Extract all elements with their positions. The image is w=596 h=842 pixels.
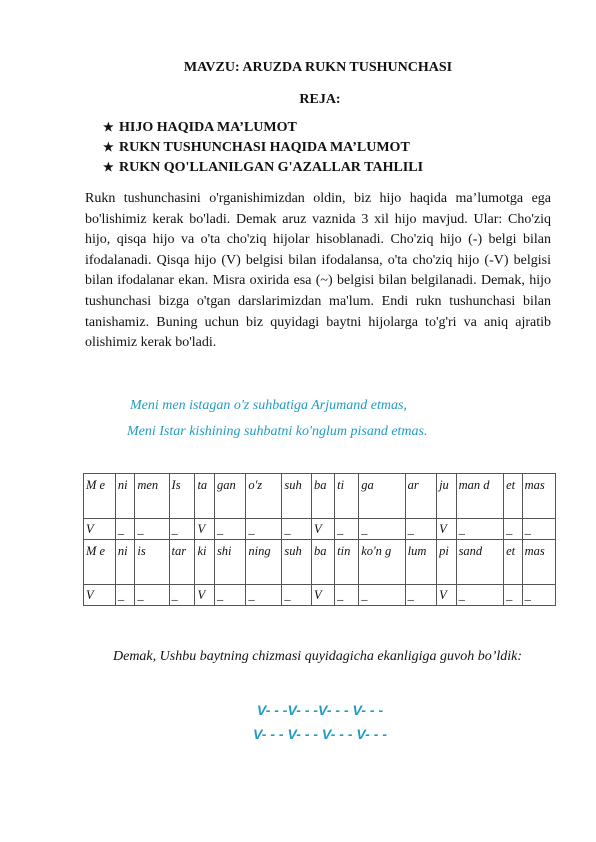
- table-cell: ki: [195, 540, 214, 585]
- table-cell: V: [195, 585, 214, 606]
- table-cell: V: [84, 519, 116, 540]
- meter-symbol-row: [84, 585, 556, 606]
- table-cell: is: [135, 540, 169, 585]
- meter-symbol-row: [84, 519, 556, 540]
- table-cell: _: [135, 585, 169, 606]
- star-icon: ★: [103, 140, 114, 154]
- table-cell: _: [115, 519, 134, 540]
- star-icon: ★: [103, 160, 114, 174]
- table-cell: V: [311, 519, 334, 540]
- table-cell: _: [405, 519, 436, 540]
- star-icon: ★: [103, 120, 114, 134]
- verse-line-1: Meni men istagan o'z suhbatiga Arjumand etmas,: [130, 398, 407, 413]
- table-cell: V: [84, 585, 116, 606]
- table-cell: _: [522, 585, 555, 606]
- table-cell: _: [456, 519, 504, 540]
- table-cell: _: [504, 585, 523, 606]
- table-cell: pi: [437, 540, 456, 585]
- table-cell: shi: [214, 540, 245, 585]
- plan-item: [103, 117, 423, 137]
- table-cell: _: [335, 519, 359, 540]
- meter-scheme-line-1: V- - -V- - -V- - - V- - -: [256, 702, 384, 718]
- table-cell: ta: [195, 474, 214, 519]
- table-cell: ga: [359, 474, 405, 519]
- table-cell: _: [135, 519, 169, 540]
- table-cell: _: [359, 585, 405, 606]
- plan-item: [103, 137, 423, 157]
- table-cell: ni: [115, 540, 134, 585]
- topic-heading: MAVZU: ARUZDA RUKN TUSHUNCHASI: [183, 60, 453, 75]
- meter-scheme-line-2: V- - - V- - - V- - - V- - -: [252, 726, 387, 742]
- table-cell: tin: [335, 540, 359, 585]
- table-cell: suh: [282, 540, 312, 585]
- verse-line-2: Meni Istar kishining suhbatni ko'nglum pisand etmas.: [127, 424, 428, 439]
- table-cell: ba: [311, 474, 334, 519]
- table-cell: man d: [456, 474, 504, 519]
- table-cell: _: [169, 519, 195, 540]
- table-cell: ko'n g: [359, 540, 405, 585]
- plan-item: [103, 157, 423, 177]
- table-cell: _: [522, 519, 555, 540]
- table-cell: ar: [405, 474, 436, 519]
- table-cell: _: [282, 585, 312, 606]
- table-cell: men: [135, 474, 169, 519]
- table-cell: _: [335, 585, 359, 606]
- table-cell: sand: [456, 540, 504, 585]
- table-cell: _: [214, 519, 245, 540]
- table-cell: gan: [214, 474, 245, 519]
- table-cell: M e: [84, 474, 116, 519]
- table-cell: Is: [169, 474, 195, 519]
- table-cell: suh: [282, 474, 312, 519]
- conclusion-text: Demak, Ushbu baytning chizmasi quyidagicha ekanligiga guvoh bo’ldik:: [113, 649, 523, 664]
- table-cell: mas: [522, 474, 555, 519]
- plan-list: [103, 117, 423, 177]
- table-cell: V: [437, 519, 456, 540]
- table-cell: _: [246, 519, 282, 540]
- syllable-row: [84, 540, 556, 585]
- table-cell: V: [311, 585, 334, 606]
- table-cell: _: [214, 585, 245, 606]
- table-cell: lum: [405, 540, 436, 585]
- table-cell: tar: [169, 540, 195, 585]
- table-cell: mas: [522, 540, 555, 585]
- table-cell: M e: [84, 540, 116, 585]
- table-cell: ti: [335, 474, 359, 519]
- table-cell: _: [115, 585, 134, 606]
- table-cell: _: [405, 585, 436, 606]
- table-cell: ni: [115, 474, 134, 519]
- table-cell: V: [195, 519, 214, 540]
- table-cell: _: [246, 585, 282, 606]
- table-cell: _: [359, 519, 405, 540]
- table-cell: _: [169, 585, 195, 606]
- conclusion-paragraph: [85, 644, 551, 669]
- plan-item-text: RUKN QO'LLANILGAN G'AZALLAR TAHLILI: [119, 160, 424, 175]
- table-cell: o'z: [246, 474, 282, 519]
- table-cell: ning: [246, 540, 282, 585]
- table-cell: _: [282, 519, 312, 540]
- syllable-row: [84, 474, 556, 519]
- table-cell: V: [437, 585, 456, 606]
- syllable-table: [83, 473, 556, 606]
- plan-item-text: HIJO HAQIDA MA’LUMOT: [119, 120, 297, 135]
- table-cell: et: [504, 474, 523, 519]
- table-cell: et: [504, 540, 523, 585]
- body-paragraph: Rukn tushunchasini o'rganishimizdan oldin, biz hijo haqida ma’lumotga ega bo'lishimiz kerak bo'ladi. Demak aruz vaznida 3 xil hijo mavjud. Ular: Cho'ziq hijo, qisqa hijo va o'ta cho'ziq hijolar hisoblanadi. Cho'ziq hijo (-) belgi bilan ifodalanadi. Qisqa hijo (V) belgisi bilan ifodalansa, o'ta cho'ziq hijo (-V) belgisi bilan ifodalanar ekan. Misra oxirida esa (~) belgisi bilan belgilanadi. Demak, hijo tushunchasi bizga o'tgan darslarimizdan ma'lum. Endi rukn tushunchasi bilan tanishamiz. Buning uchun biz quyidagi baytni hijolarga to'g'ri va aniq ajratib olishimiz kerak bo'ladi.: [85, 191, 551, 351]
- plan-heading: REJA:: [299, 92, 341, 107]
- table-cell: ju: [437, 474, 456, 519]
- table-cell: ba: [311, 540, 334, 585]
- table-cell: _: [504, 519, 523, 540]
- plan-item-text: RUKN TUSHUNCHASI HAQIDA MA’LUMOT: [119, 140, 410, 155]
- table-cell: _: [456, 585, 504, 606]
